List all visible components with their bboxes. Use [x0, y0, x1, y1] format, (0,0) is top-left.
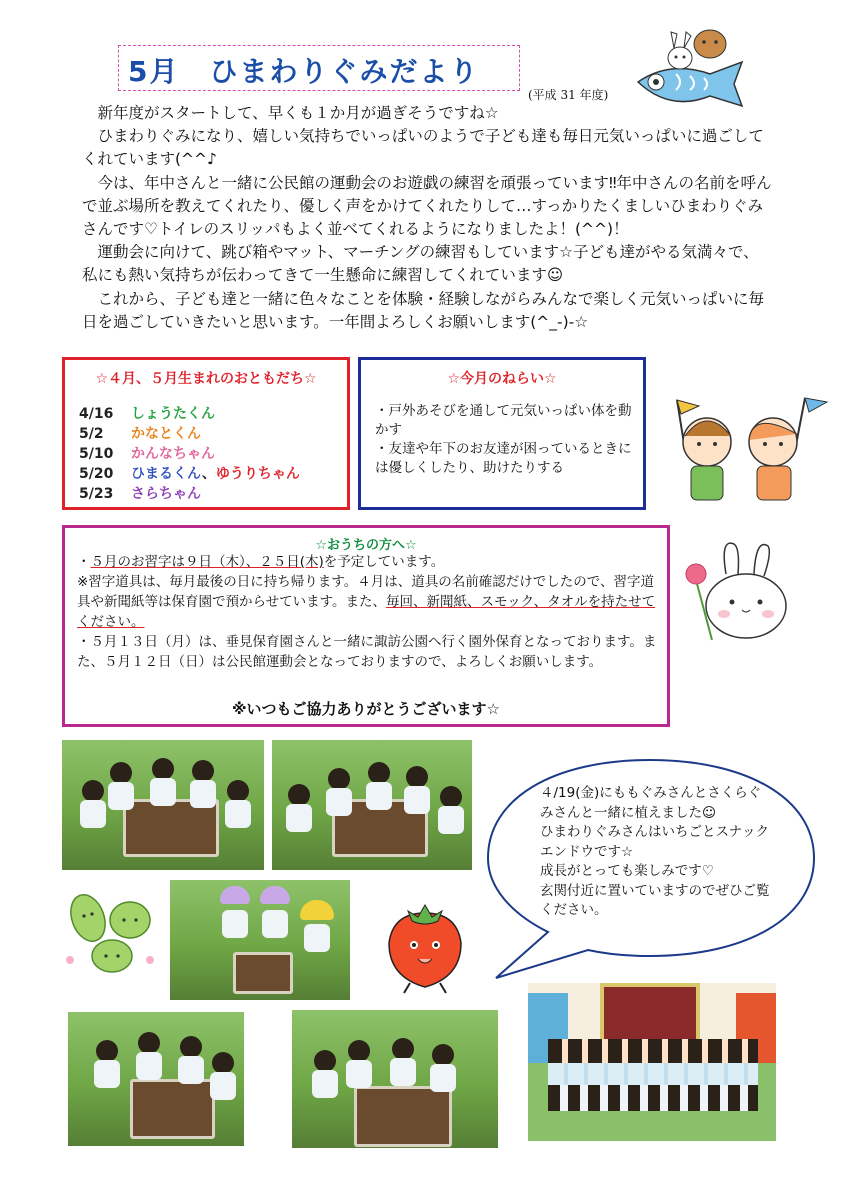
aims-heading: ☆今月のねらい☆: [447, 371, 557, 387]
birthday-row: [79, 444, 300, 464]
birthdays-heading: ☆４月、５月生まれのおともだち☆: [95, 371, 317, 387]
bunny-carnation-illustration-icon: [682, 540, 802, 650]
kids-with-flags-illustration-icon: [655, 390, 835, 515]
calligraphy-note: [77, 552, 667, 572]
birthday-name: かんなちゃん: [131, 446, 215, 462]
supplies-note: [77, 572, 667, 632]
birthday-row: [79, 424, 300, 444]
intro-text: [82, 102, 772, 334]
supplies-reminder: 毎回、新聞紙、スモック、タオルを持たせてください。: [77, 594, 656, 630]
calligraphy-dates: ５月のお習字は９日（木）、２５日(木): [90, 554, 324, 570]
birthday-name: 、: [201, 466, 216, 482]
aim-item: ・戸外あそびを通して元気いっぱい体を動かす: [375, 403, 632, 438]
note-text: ・: [77, 554, 91, 570]
note-text: を予定しています。: [323, 554, 445, 570]
birthday-row: [79, 484, 300, 504]
birthday-row: [79, 464, 300, 484]
intro-paragraph: 今は、年中さんと一緒に公民館の運動会のお遊戯の練習を頑張っています‼年中さんの名前を呼んで並ぶ場所を教えてくれたり、優しく声をかけてくれたりして…すっかりたくましいひまわりぐみさんです♡トイレのスリッパもよく並べてくれるようになりましたよ！(^^)！: [82, 173, 772, 239]
planting-photo-2: [272, 740, 472, 870]
bubble-line: 玄関付近に置いていますのでぜひご覧ください。: [540, 882, 770, 918]
birthday-list: [79, 404, 300, 504]
birthday-name: しょうたくん: [131, 406, 215, 422]
planting-photo-3: [170, 880, 350, 1000]
monthly-aims-box: [358, 357, 646, 510]
planting-photo-4: [68, 1012, 244, 1146]
birthday-name: かなとくん: [131, 426, 201, 442]
birthday-name: ゆうりちゃん: [215, 466, 300, 482]
note-text: ※習字道具は、毎月最後の日に持ち帰ります。４月は、道具の名前確認だけでしたので、習字道具や新聞紙等は保育園で預からせています。また、: [77, 574, 654, 610]
birthday-date: 5/20: [79, 466, 114, 482]
home-notes-heading: ☆おうちの方へ☆: [315, 538, 417, 553]
fiscal-year: (平成 31 年度): [528, 88, 609, 102]
birthday-date: 4/16: [79, 406, 114, 422]
birthday-date: 5/2: [79, 426, 104, 442]
aim-item: ・友達や年下のお友達が困っているときには優しくしたり、助けたりする: [375, 441, 632, 476]
intro-paragraph: これから、子ども達と一緒に色々なことを体験・経験しながらみんなで楽しく元気いっぱいに毎日を過ごしていきたいと思います。一年間よろしくお願いします(^_-)-☆: [82, 289, 765, 331]
intro-paragraph: ひまわりぐみになり、嬉しい気持ちでいっぱいのようで子ども達も毎日元気いっぱいに過ごしてくれています(^^♪: [82, 127, 764, 169]
bubble-line: 成長がとっても楽しみです♡: [540, 863, 714, 879]
birthday-date: 5/23: [79, 486, 114, 502]
planting-photo-5: [292, 1010, 498, 1148]
page-title: 5月 ひまわりぐみだより: [128, 55, 480, 88]
birthdays-box: [62, 357, 350, 510]
bubble-line: ひまわりぐみさんはいちごとスナックエンドウです☆: [540, 824, 769, 860]
birthday-name: ひまるくん: [131, 466, 202, 482]
events-note: ・５月１３日（月）は、垂見保育園さんと一緒に諏訪公園へ行く園外保育となっております。また、５月１２日（日）は公民館運動会となっておりますので、よろしくお願いします。: [77, 634, 657, 670]
intro-paragraph: 運動会に向けて、跳び箱やマット、マーチングの練習もしています☆子ども達がやる気満々で、私にも熱い気持ちが伝わってきて一生懸命に練習してくれています☺: [82, 243, 759, 285]
strawberry-illustration-icon: [380, 895, 470, 995]
birthday-row: [79, 404, 300, 424]
birthday-name: さらちゃん: [131, 486, 201, 502]
intro-paragraph: 新年度がスタートして、早くも１か月が過ぎそうですね☆: [97, 104, 499, 122]
home-notes-box: [62, 525, 670, 727]
snap-pea-illustration-icon: [60, 890, 160, 980]
birthday-date: 5/10: [79, 446, 114, 462]
planting-photo-1: [62, 740, 264, 870]
thanks-message: ※いつもご協力ありがとうございます☆: [231, 700, 501, 718]
bubble-line: ４/19(金)にももぐみさんとさくらぐみさんと一緒に植えました☺: [540, 785, 762, 821]
class-group-photo: [528, 983, 776, 1141]
speech-bubble-text: [540, 784, 770, 921]
